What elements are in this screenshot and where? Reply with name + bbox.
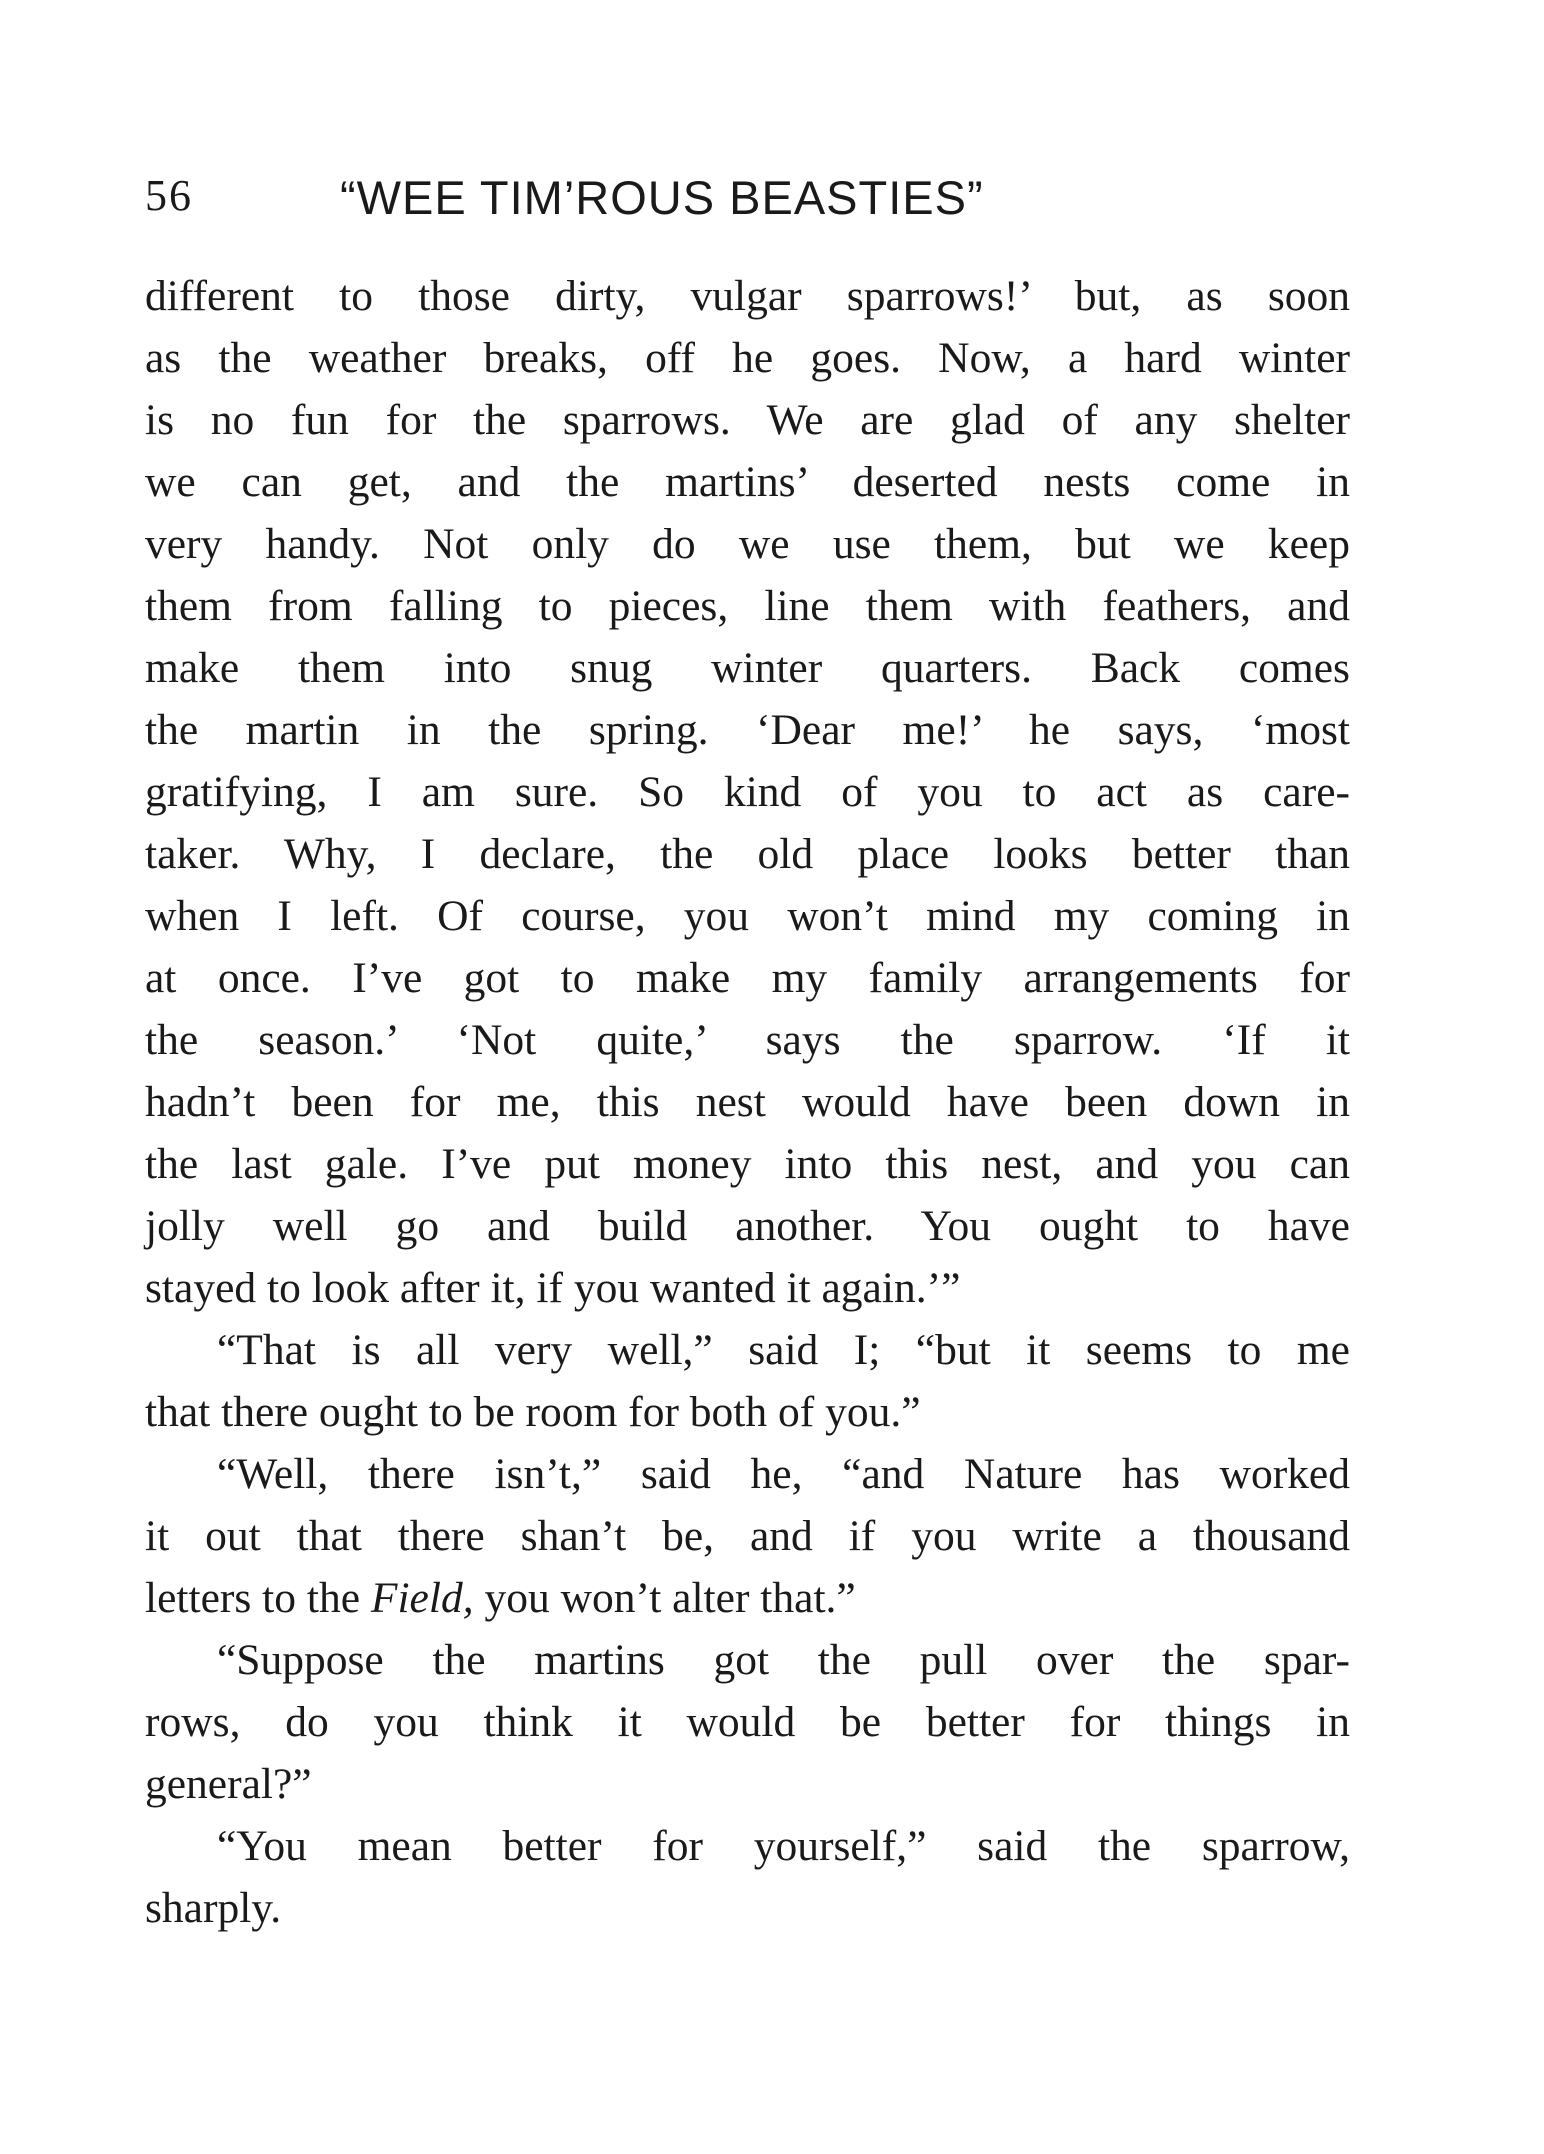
text-line: hadn’t been for me, this nest would have been down in <box>145 1078 1350 1126</box>
text-line: as the weather breaks, off he goes. Now, a hard winter <box>145 334 1350 382</box>
text-line: jolly well go and build another. You ought to have <box>145 1202 1350 1250</box>
paragraph <box>145 265 1350 1319</box>
text-line: stayed to look after it, if you wanted it again.’” <box>145 1264 961 1312</box>
text-line: very handy. Not only do we use them, but we keep <box>145 520 1350 568</box>
paragraph <box>145 1815 1350 1939</box>
body-text <box>145 265 1350 1939</box>
page-number: 56 <box>145 171 193 220</box>
text-line: that there ought to be room for both of you.” <box>145 1388 921 1436</box>
text-line: the last gale. I’ve put money into this nest, and you can <box>145 1140 1350 1188</box>
text-line: it out that there shan’t be, and if you write a thousand <box>145 1512 1350 1560</box>
text-run: letters to the <box>145 1574 371 1622</box>
paragraph <box>145 1629 1350 1815</box>
text-line <box>145 1567 1350 1629</box>
text-line: we can get, and the martins’ deserted nests come in <box>145 458 1350 506</box>
text-line: make them into snug winter quarters. Back comes <box>145 644 1350 692</box>
text-run: you won’t alter that.” <box>473 1574 856 1622</box>
text-line: the martin in the spring. ‘Dear me!’ he says, ‘most <box>145 706 1350 754</box>
text-line: “That is all very well,” said I; “but it seems to me <box>217 1326 1350 1374</box>
page-header <box>145 170 1345 240</box>
text-line: different to those dirty, vulgar sparrows!’ but, as soon <box>145 272 1350 320</box>
text-line: sharply. <box>145 1884 282 1932</box>
text-line: at once. I’ve got to make my family arrangements for <box>145 954 1350 1002</box>
text-line: the season.’ ‘Not quite,’ says the sparrow. ‘If it <box>145 1016 1350 1064</box>
paragraph <box>145 1443 1350 1629</box>
text-line: gratifying, I am sure. So kind of you to act as care- <box>145 768 1350 816</box>
text-line: general?” <box>145 1760 312 1808</box>
text-line: is no fun for the sparrows. We are glad of any shelter <box>145 396 1350 444</box>
text-line: “You mean better for yourself,” said the sparrow, <box>217 1822 1350 1870</box>
paragraph <box>145 1319 1350 1443</box>
text-line: when I left. Of course, you won’t mind my coming in <box>145 892 1350 940</box>
italic-title: Field, <box>370 1574 474 1622</box>
text-line: them from falling to pieces, line them with feathers, and <box>145 582 1350 630</box>
text-line: rows, do you think it would be better for things in <box>145 1698 1350 1746</box>
running-title: “WEE TIM’ROUS BEASTIES” <box>340 171 984 224</box>
text-line: “Well, there isn’t,” said he, “and Nature has worked <box>217 1450 1350 1498</box>
text-line: taker. Why, I declare, the old place looks better than <box>145 830 1350 878</box>
text-line: “Suppose the martins got the pull over the spar- <box>217 1636 1350 1684</box>
